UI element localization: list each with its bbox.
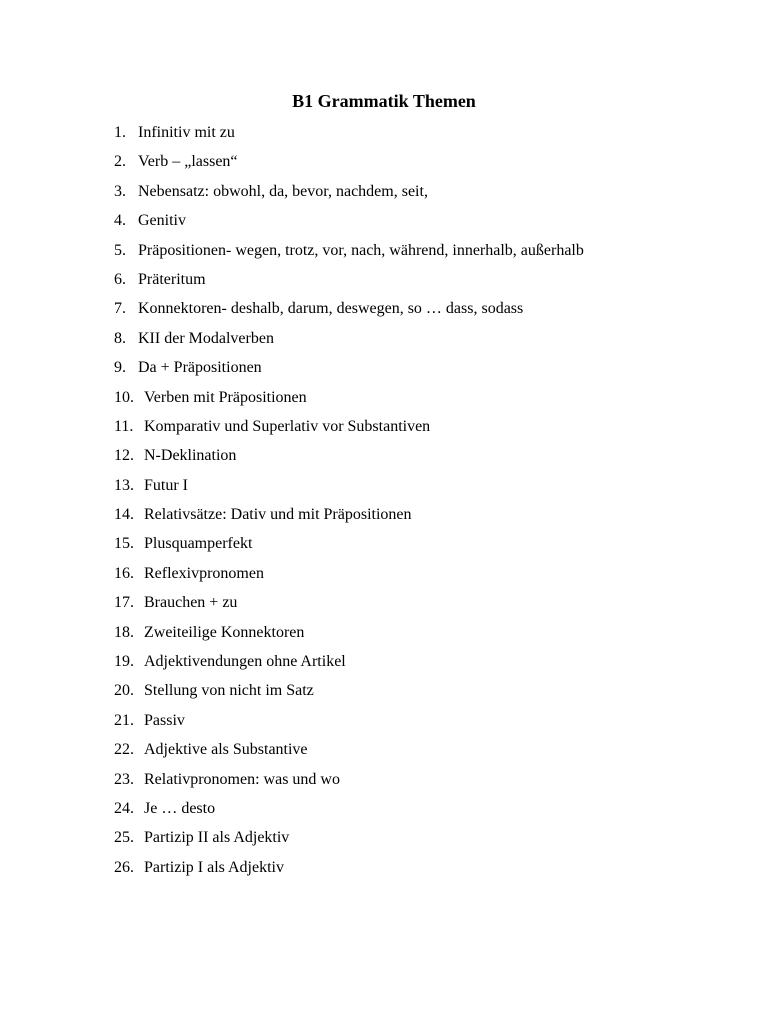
- list-item-number: 9.: [114, 359, 126, 377]
- list-item: [114, 588, 584, 617]
- list-item: [114, 676, 584, 705]
- list-item-text: Brauchen + zu: [144, 594, 238, 612]
- list-item-number: 11.: [114, 417, 134, 435]
- list-item-text: Verben mit Präpositionen: [144, 388, 307, 406]
- list-item-number: 6.: [114, 270, 126, 288]
- list-item-text: Reflexivpronomen: [144, 564, 264, 582]
- list-item: [114, 265, 584, 294]
- list-item-text: Konnektoren- deshalb, darum, deswegen, so … dass, sodass: [138, 300, 524, 318]
- list-item: [114, 618, 584, 647]
- list-item-number: 15.: [114, 535, 134, 553]
- list-item-number: 21.: [114, 711, 134, 729]
- list-item: [114, 500, 584, 529]
- list-item: [114, 324, 584, 353]
- list-item: [114, 177, 584, 206]
- list-item-text: Nebensatz: obwohl, da, bevor, nachdem, seit,: [138, 182, 428, 200]
- list-item-text: Stellung von nicht im Satz: [144, 682, 314, 700]
- list-item-text: Präteritum: [138, 270, 206, 288]
- list-item: [114, 118, 584, 147]
- list-item-text: Komparativ und Superlativ vor Substantiven: [144, 417, 431, 435]
- topic-list: [114, 118, 584, 882]
- list-item-text: Adjektive als Substantive: [144, 741, 308, 759]
- list-item-number: 22.: [114, 741, 134, 759]
- list-item: [114, 706, 584, 735]
- list-item-number: 20.: [114, 682, 134, 700]
- list-item: [114, 441, 584, 470]
- list-item-text: Je … desto: [144, 799, 216, 817]
- list-item-number: 13.: [114, 476, 134, 494]
- list-item-number: 7.: [114, 300, 126, 318]
- list-item-number: 24.: [114, 799, 134, 817]
- list-item: [114, 471, 584, 500]
- list-item-number: 25.: [114, 829, 134, 847]
- list-item-text: Genitiv: [138, 212, 186, 230]
- list-item-text: Infinitiv mit zu: [138, 124, 235, 141]
- list-item: [114, 236, 584, 265]
- list-item-text: N-Deklination: [144, 447, 237, 465]
- list-item-number: 12.: [114, 447, 134, 465]
- list-item: [114, 206, 584, 235]
- list-item-number: 5.: [114, 241, 126, 259]
- list-item-number: 3.: [114, 182, 126, 200]
- list-item-text: Relativsätze: Dativ und mit Präpositionen: [144, 506, 412, 524]
- list-item-text: Zweiteilige Konnektoren: [144, 623, 305, 641]
- list-item-number: 17.: [114, 594, 134, 612]
- list-item-number: 26.: [114, 858, 134, 876]
- list-item-text: Präpositionen- wegen, trotz, vor, nach, während, innerhalb, außerhalb: [138, 241, 584, 259]
- list-item-text: Plusquamperfekt: [144, 535, 253, 553]
- list-item-number: 14.: [114, 506, 134, 524]
- list-item: [114, 853, 584, 882]
- list-item-number: 1.: [114, 124, 126, 141]
- list-item: [114, 383, 584, 412]
- list-item-text: Passiv: [144, 711, 185, 729]
- list-item: [114, 794, 584, 823]
- list-item: [114, 294, 584, 323]
- list-item-number: 19.: [114, 653, 134, 671]
- list-item: [114, 147, 584, 176]
- list-item-number: 23.: [114, 770, 134, 788]
- document-title: B1 Grammatik Themen: [292, 91, 476, 111]
- list-item-text: KII der Modalverben: [138, 329, 274, 347]
- list-item-text: Da + Präpositionen: [138, 359, 262, 377]
- list-item: [114, 735, 584, 764]
- list-item-number: 8.: [114, 329, 126, 347]
- list-item-number: 18.: [114, 623, 134, 641]
- list-item-number: 4.: [114, 212, 126, 230]
- list-item-text: Adjektivendungen ohne Artikel: [144, 653, 346, 671]
- list-item: [114, 353, 584, 382]
- list-item-number: 10.: [114, 388, 134, 406]
- list-item-text: Partizip I als Adjektiv: [144, 858, 284, 876]
- list-item: [114, 823, 584, 852]
- list-item: [114, 529, 584, 558]
- list-item-text: Verb – „lassen“: [138, 153, 238, 171]
- list-item-text: Relativpronomen: was und wo: [144, 770, 340, 788]
- list-item-text: Partizip II als Adjektiv: [144, 829, 290, 847]
- list-item: [114, 412, 584, 441]
- list-item-number: 2.: [114, 153, 126, 171]
- list-item: [114, 559, 584, 588]
- list-item-number: 16.: [114, 564, 134, 582]
- list-item-text: Futur I: [144, 476, 188, 494]
- list-item: [114, 765, 584, 794]
- list-item: [114, 647, 584, 676]
